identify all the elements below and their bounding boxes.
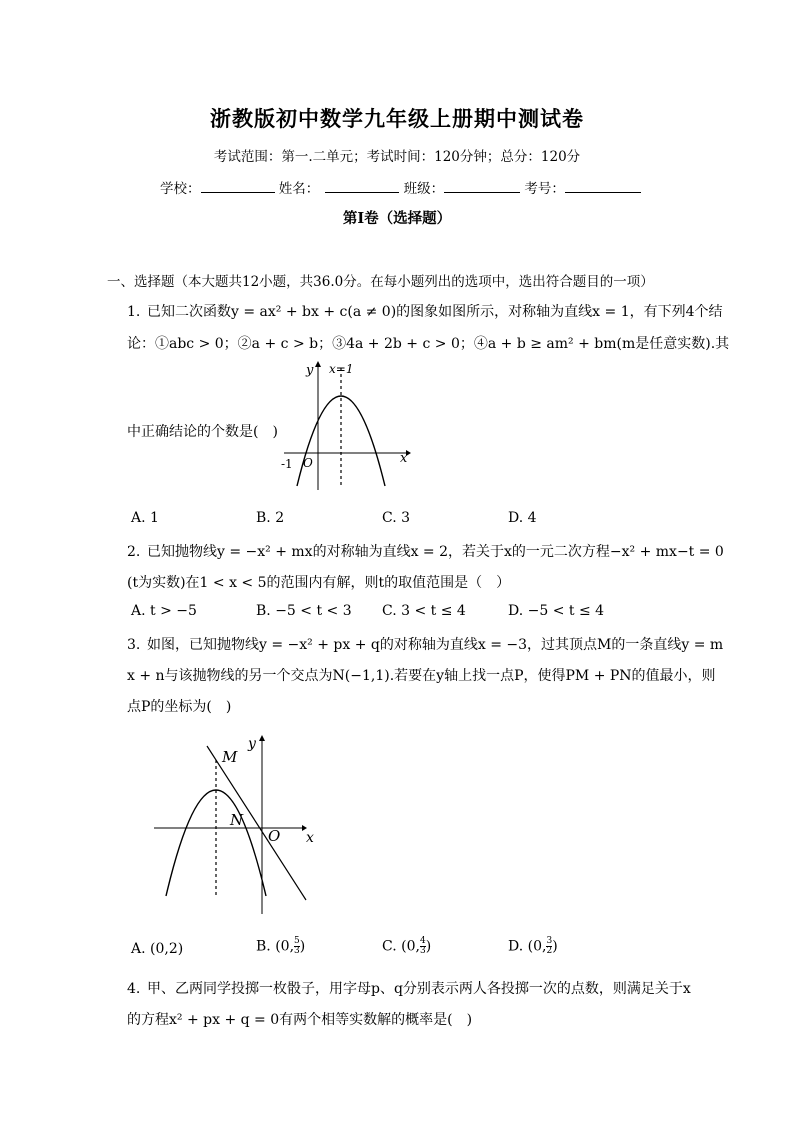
student-info-fields: [160, 177, 641, 197]
question-1-line-3: 中正确结论的个数是( ): [127, 424, 278, 440]
y-axis-label: y: [248, 736, 256, 752]
question-text: 如图，已知抛物线y = −x² + px + q的对称轴为直线x = −3，过其顶点M的一条直线y = m: [147, 637, 724, 653]
question-3-graph: [150, 732, 325, 917]
point-n-label: N: [230, 811, 244, 829]
question-3-line-1: [127, 634, 723, 654]
field-class: 班级：: [403, 181, 445, 197]
option-open: (0,: [401, 938, 420, 955]
q3-option-d[interactable]: [508, 937, 558, 956]
option-prefix: B.: [256, 938, 271, 955]
y-axis-label: y: [306, 363, 314, 378]
y-axis-arrow-icon: [315, 361, 321, 367]
point-m-label: M: [222, 748, 238, 766]
section-title: 一、选择题（本大题共12小题，共36.0分。在每小题列出的选项中，选出符合题目的一项）: [107, 274, 654, 290]
question-1-graph: [272, 358, 412, 494]
question-number: 3.: [127, 637, 141, 653]
option-close: ): [552, 938, 558, 955]
school-blank[interactable]: [201, 180, 275, 193]
origin-label: O: [268, 827, 281, 845]
q1-option-b[interactable]: B. 2: [256, 510, 285, 526]
denominator: 3: [294, 946, 300, 956]
numerator: 3: [546, 936, 553, 946]
question-text: 已知二次函数y = ax² + bx + c(a ≠ 0)的图象如图所示，对称轴为直线x = 1，有下列4个结: [147, 304, 723, 320]
denominator: 2: [546, 946, 553, 956]
exam-title: 浙教版初中数学九年级上册期中测试卷: [210, 106, 584, 131]
y-axis-arrow-icon: [259, 735, 265, 741]
question-2-line-1: [127, 541, 724, 561]
field-exam-number: 考号：: [524, 181, 565, 197]
denominator: 3: [419, 946, 426, 956]
x-axis-label: x: [306, 830, 314, 846]
option-close: ): [425, 938, 432, 955]
q3-option-b[interactable]: [256, 937, 305, 956]
question-number: 4.: [127, 981, 141, 997]
question-4-line-2: 的方程x² + px + q = 0有两个相等实数解的概率是( ): [127, 1012, 473, 1028]
q2-option-d[interactable]: D. −5 < t ≤ 4: [508, 603, 605, 619]
question-2-line-2: (t为实数)在1 < x < 5的范围内有解，则t的取值范围是（ ）: [127, 575, 511, 591]
class-blank[interactable]: [444, 180, 520, 193]
question-number: 1.: [127, 304, 141, 320]
field-school: 学校：: [160, 181, 201, 197]
q1-option-a[interactable]: A. 1: [131, 510, 159, 526]
question-3-line-2: x + n与该抛物线的另一个交点为N(−1,1).若要在y轴上找一点P，使得PM + PN的值最小，则: [127, 668, 716, 684]
line-mn: [207, 746, 306, 900]
option-open: (0,: [275, 938, 295, 955]
question-4-line-1: [127, 978, 691, 998]
exam-number-blank[interactable]: [565, 180, 641, 193]
question-text: 甲、乙两同学投掷一枚骰子，用字母p、q分别表示两人各投掷一次的点数，则满足关于x: [147, 981, 691, 997]
option-close: ): [299, 938, 306, 955]
q3-option-a[interactable]: [131, 941, 183, 957]
q1-option-d[interactable]: D. 4: [508, 510, 537, 526]
option-value: (0,2): [150, 941, 184, 957]
origin-label: O: [303, 456, 313, 470]
question-1-line-2: 论：①abc > 0；②a + c > b；③4a + 2b + c > 0；④a + b ≥ am² + bm(m是任意实数).其: [127, 336, 730, 352]
symmetry-axis-label: x=1: [329, 362, 354, 376]
question-3-line-3: 点P的坐标为( ): [127, 699, 232, 715]
x-axis-label: x: [400, 451, 408, 466]
tick-minus-one: -1: [281, 457, 293, 471]
numerator: 5: [294, 936, 300, 946]
question-text: 已知抛物线y = −x² + mx的对称轴为直线x = 2，若关于x的一元二次方程−x² + mx−t = 0: [147, 544, 724, 560]
q1-option-c[interactable]: C. 3: [382, 510, 411, 526]
field-name: 姓名：: [278, 181, 320, 197]
question-1-line-1: [127, 301, 723, 321]
q2-option-a[interactable]: A. t > −5: [131, 603, 197, 619]
option-open: (0,: [527, 938, 547, 955]
volume-heading: 第I卷（选择题）: [342, 210, 452, 227]
option-prefix: C.: [382, 938, 397, 955]
exam-meta: 考试范围：第一.二单元；考试时间：120分钟；总分：120分: [213, 149, 581, 165]
q2-option-c[interactable]: C. 3 < t ≤ 4: [382, 603, 466, 619]
question-number: 2.: [127, 544, 141, 560]
name-blank[interactable]: [325, 180, 399, 193]
numerator: 4: [419, 936, 426, 946]
option-prefix: A.: [131, 941, 146, 957]
q3-option-c[interactable]: [382, 937, 431, 956]
q2-option-b[interactable]: B. −5 < t < 3: [256, 603, 352, 619]
option-prefix: D.: [508, 938, 524, 955]
